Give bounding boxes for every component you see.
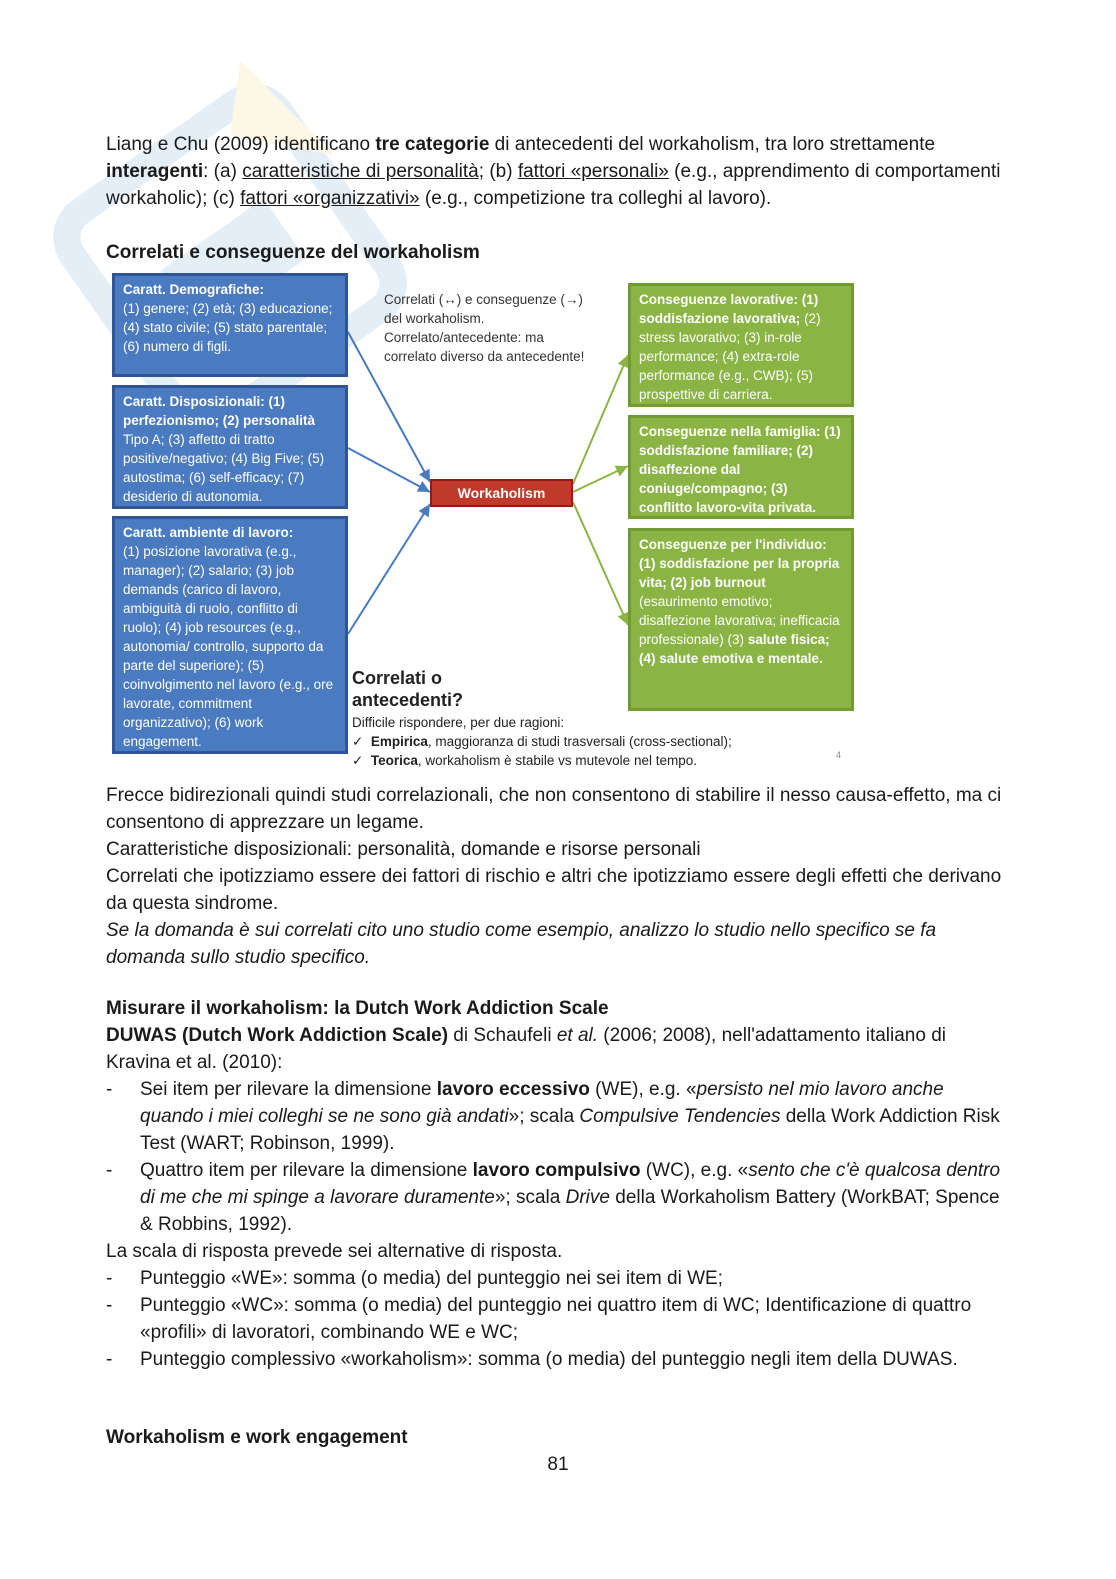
arrow-disposizionali <box>348 448 430 492</box>
list-item: - Punteggio complessivo «workaholism»: somma (o media) del punteggio negli item della DUWAS. <box>106 1346 1006 1373</box>
italic-note: Se la domanda è sui correlati cito uno studio come esempio, analizzo lo studio nello specifico se fa domanda sullo studio specifico. <box>106 920 937 968</box>
reason-teorica: ✓ Teorica, workaholism è stabile vs mutevole nel tempo. <box>352 753 697 768</box>
paragraph-caratteristiche: Caratteristiche disposizionali: personalità, domande e risorse personali <box>106 839 701 860</box>
workaholism-node: Workaholism <box>430 479 573 507</box>
question-subtitle: Difficile rispondere, per due ragioni: <box>352 715 565 730</box>
check-icon: ✓ <box>352 753 364 768</box>
section-title-duwas: Misurare il workaholism: la Dutch Work Addiction Scale <box>106 998 609 1019</box>
list-item: - Sei item per rilevare la dimensione lavoro eccessivo (WE), e.g. «persisto nel mio lavoro anche quando i miei colleghi se ne sono già andati»; scala Compulsive Tendencies della Work Addiction Risk Test (WART; Robinson, 1999). <box>106 1076 1006 1157</box>
check-icon: ✓ <box>352 734 364 749</box>
duwas-paragraph: DUWAS (Dutch Work Addiction Scale) di Schaufeli et al. (2006; 2008), nell'adattamento italiano di Kravina et al. (2010): <box>106 1025 947 1073</box>
list-item: - Quattro item per rilevare la dimensione lavoro compulsivo (WC), e.g. «sento che c'è qualcosa dentro di me che mi spinge a lavorare duramente»; scala Drive della Workaholism Battery (WorkBAT; Spence & Robbins, 1992). <box>106 1157 1006 1238</box>
box-ambiente-lavoro: Caratt. ambiente di lavoro: (1) posizione lavorativa (e.g., manager); (2) salario; (3) job demands (carico di lavoro, ambiguità di ruolo, conflitto di ruolo); (4) job resources (e.g., autonomia/ controllo, supporto da parte del superiore); (5) coinvolgimento nel lavoro (e.g., ore lavorate, commitment organizzativo); (6) work engagement. <box>112 516 348 754</box>
arrow-individuo <box>573 502 628 625</box>
box-conseguenze-individuo: Conseguenze per l'individuo: (1) soddisfazione per la propria vita; (2) job burnout (esaurimento emotivo; disaffezione lavorativa; inefficacia professionale) (3) salute fisica; (4) salute emotiva e mentale. <box>628 528 854 711</box>
page-number: 81 <box>547 1454 569 1475</box>
reason-empirica: ✓ Empirica, maggioranza di studi trasversali (cross-sectional); <box>352 734 732 749</box>
section-title-engagement: Workaholism e work engagement <box>106 1427 408 1448</box>
intro-paragraph: Liang e Chu (2009) identificano tre categorie di antecedenti del workaholism, tra loro strettamente interagenti: (a) caratteristiche di personalità; (b) fattori «personali» (e.g., apprendimento di comportamenti workaholic); (c) fattori «organizzativi» (e.g., competizione tra colleghi al lavoro). <box>106 134 1001 209</box>
scale-text: La scala di risposta prevede sei alternative di risposta. <box>106 1241 563 1262</box>
paragraph-frecce: Frecce bidirezionali quindi studi correlazionali, che non consentono di stabilire il nesso causa-effetto, ma ci consentono di apprezzare un legame. <box>106 785 1002 833</box>
list-item: - Punteggio «WC»: somma (o media) del punteggio nei quattro item di WC; Identificazione di quattro «profili» di lavoratori, combinando WE e WC; <box>106 1292 1006 1346</box>
arrow-lavorative <box>573 355 628 484</box>
paragraph-correlati: Correlati che ipotizziamo essere dei fattori di rischio e altri che ipotizziamo essere degli effetti che derivano da questa sindrome. <box>106 866 1002 914</box>
slide-number: 4 <box>836 750 842 760</box>
arrow-ambiente <box>348 504 430 634</box>
box-disposizionali: Caratt. Disposizionali: (1) perfezionismo; (2) personalità Tipo A; (3) affetto di tratto positive/negativo; (4) Big Five; (5) autostima; (6) self-efficacy; (7) desiderio di autonomia. <box>112 385 348 509</box>
box-demografiche: Caratt. Demografiche: (1) genere; (2) età; (3) educazione; (4) stato civile; (5) stato parentale; (6) numero di figli. <box>112 273 348 377</box>
question-title: Correlati o antecedenti? <box>352 668 464 710</box>
diagram-note: Correlati (↔) e conseguenze (→) del workaholism. Correlato/antecedente: ma correlato diverso da antecedente! <box>384 292 585 364</box>
arrow-famiglia <box>573 466 628 492</box>
section-title-correlati: Correlati e conseguenze del workaholism <box>106 242 480 263</box>
box-conseguenze-lavorative: Conseguenze lavorative: (1) soddisfazione lavorativa; (2) stress lavorativo; (3) in-role performance; (4) extra-role performance (e.g., CWB); (5) prospettive di carriera. <box>628 283 854 407</box>
section-duwas <box>106 995 1006 1373</box>
box-conseguenze-famiglia: Conseguenze nella famiglia: (1) soddisfazione familiare; (2) disaffezione dal coniuge/compagno; (3) conflitto lavoro-vita privata. <box>628 415 854 519</box>
list-item: - Punteggio «WE»: somma (o media) del punteggio nei sei item di WE; <box>106 1265 1006 1292</box>
workaholism-diagram <box>112 270 852 770</box>
after-diagram-text <box>106 782 1006 971</box>
